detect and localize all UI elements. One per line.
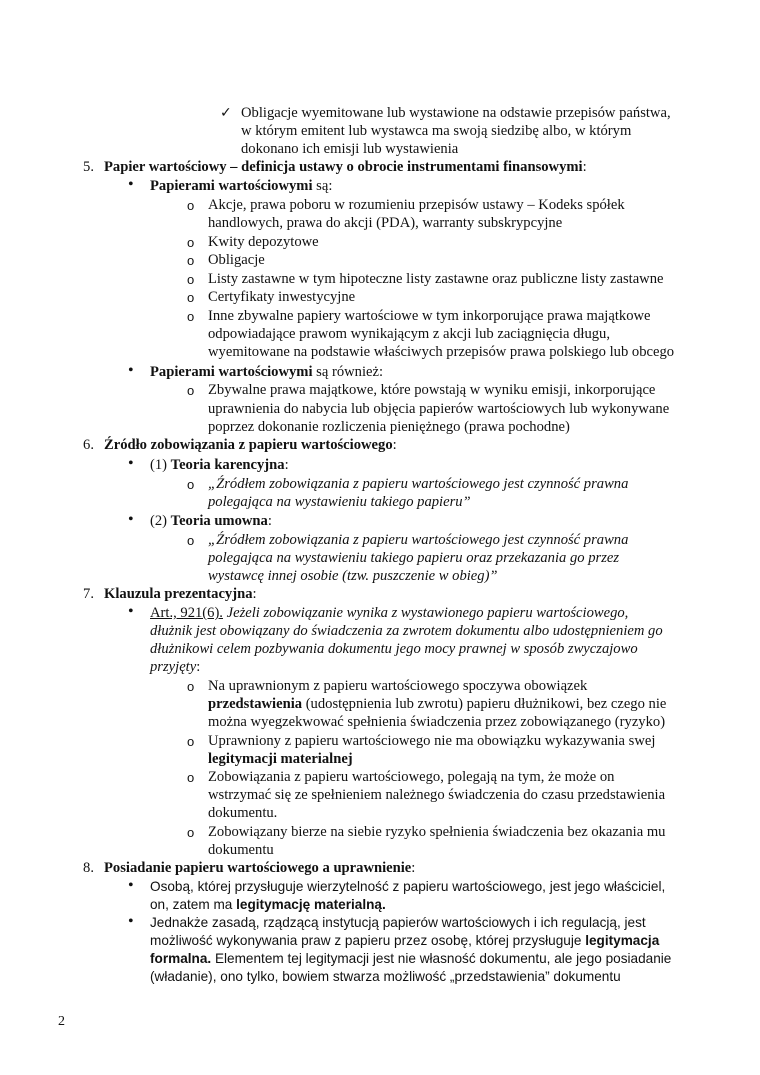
list-item: legitymacji materialnej: [208, 751, 353, 767]
page-number: 2: [58, 1014, 65, 1029]
section-number: 8.: [83, 860, 94, 876]
bullet-icon: •: [128, 603, 134, 620]
bullet-icon: •: [128, 176, 134, 193]
circle-bullet-icon: o: [187, 770, 195, 785]
article-quote-line: przyjęty:: [150, 659, 201, 675]
circle-bullet-icon: o: [187, 533, 195, 548]
bullet-icon: •: [128, 511, 134, 528]
list-item: można wyegzekwować spełnienia świadczenia przez zobowiązanego (ryzyko): [208, 714, 666, 730]
checklist-line: dokonano ich emisji lub wystawienia: [241, 141, 459, 157]
circle-bullet-icon: o: [187, 383, 195, 398]
list-item: Inne zbywalne papiery wartościowe w tym inkorporujące prawa majątkowe: [208, 308, 651, 324]
circle-bullet-icon: o: [187, 679, 195, 694]
quote-line: „Źródłem zobowiązania z papieru wartościowego jest czynność prawna: [208, 476, 629, 492]
list-item: dokumentu: [208, 842, 274, 858]
list-item: Zobowiązania z papieru wartościowego, polegają na tym, że może on: [208, 769, 615, 785]
quote-line: „Źródłem zobowiązania z papieru wartościowego jest czynność prawna: [208, 532, 629, 548]
list-item: wyemitowane na podstawie właściwych przepisów prawa polskiego lub obcego: [208, 344, 675, 360]
section-number: 5.: [83, 159, 94, 175]
bullet-text: Papierami wartościowymi są również:: [150, 364, 384, 380]
bullet-icon: •: [128, 362, 134, 379]
circle-bullet-icon: o: [187, 309, 195, 324]
paragraph-line: (władanie), ono tylko, bowiem stwarza możliwość „przedstawienia” dokumentu: [150, 969, 621, 984]
section-number: 7.: [83, 586, 94, 602]
list-item: handlowych, prawa do akcji (PDA), warranty subskrypcyjne: [208, 215, 563, 231]
list-item: Zobowiązany bierze na siebie ryzyko spełnienia świadczenia bez okazania mu: [208, 824, 666, 840]
paragraph-line: Jednakże zasadą, rządzącą instytucją papierów wartościowych i ich regulacją, jest: [150, 915, 646, 930]
section-heading: Źródło zobowiązania z papieru wartościowego:: [104, 437, 397, 453]
list-item: wstrzymać się ze spełnieniem należnego świadczenia do czasu przedstawienia: [208, 787, 666, 803]
list-item: Kwity depozytowe: [208, 234, 319, 250]
circle-bullet-icon: o: [187, 198, 195, 213]
list-item: Obligacje: [208, 252, 265, 268]
paragraph-line: on, zatem ma legitymację materialną.: [150, 897, 386, 912]
list-item: Certyfikaty inwestycyjne: [208, 289, 356, 305]
quote-line: polegająca na wystawieniu takiego papieru oraz przekazania go przez: [208, 550, 620, 566]
article-quote-line: dłużnik jest obowiązany do świadczenia za zwrotem dokumentu albo udostępnieniem go: [150, 623, 663, 639]
list-item: przedstawienia (udostępnienia lub zwrotu) papieru dłużnikowi, bez czego nie: [208, 696, 667, 712]
quote-line: wystawcę innej osobie (tzw. puszczenie w obieg)”: [208, 568, 498, 584]
bullet-text: (1) Teoria karencyjna:: [150, 457, 289, 473]
circle-bullet-icon: o: [187, 290, 195, 305]
list-item: Listy zastawne w tym hipoteczne listy zastawne oraz publiczne listy zastawne: [208, 271, 664, 287]
checklist-line: w którym emitent lub wystawca ma swoją siedzibę albo, w którym: [241, 123, 632, 139]
quote-line: polegająca na wystawieniu takiego papieru”: [208, 494, 471, 510]
bullet-icon: •: [128, 455, 134, 472]
list-item: Uprawniony z papieru wartościowego nie ma obowiązku wykazywania swej: [208, 733, 656, 749]
list-item: Zbywalne prawa majątkowe, które powstają w wyniku emisji, inkorporujące: [208, 382, 656, 398]
article-link[interactable]: Art., 921(6).: [150, 605, 223, 621]
circle-bullet-icon: o: [187, 272, 195, 287]
checkmark-icon: ✓: [220, 105, 232, 121]
checklist-line: Obligacje wyemitowane lub wystawione na odstawie przepisów państwa,: [241, 105, 671, 121]
list-item: Na uprawnionym z papieru wartościowego spoczywa obowiązek: [208, 678, 588, 694]
section-heading: Papier wartościowy – definicja ustawy o obrocie instrumentami finansowymi:: [104, 159, 587, 175]
bullet-text: (2) Teoria umowna:: [150, 513, 272, 529]
circle-bullet-icon: o: [187, 253, 195, 268]
circle-bullet-icon: o: [187, 825, 195, 840]
paragraph-line: Osobą, której przysługuje wierzytelność z papieru wartościowego, jest jego właściciel,: [150, 879, 666, 894]
circle-bullet-icon: o: [187, 477, 195, 492]
circle-bullet-icon: o: [187, 235, 195, 250]
section-heading: Posiadanie papieru wartościowego a uprawnienie:: [104, 860, 416, 876]
section-heading: Klauzula prezentacyjna:: [104, 586, 257, 602]
paragraph-line: możliwość wykonywania praw z papieru przez osobę, której przysługuje legitymacja: [150, 933, 660, 948]
bullet-icon: •: [128, 877, 134, 894]
list-item: poprzez dokonanie rozliczenia pieniężnego (prawa pochodne): [208, 419, 570, 435]
bullet-text: Papierami wartościowymi są:: [150, 178, 333, 194]
list-item: dokumentu.: [208, 805, 278, 821]
article-quote-line: dłużnikowi celem pozbywania dokumentu jego mocy prawnej w sposób zwyczajowo: [150, 641, 638, 657]
section-number: 6.: [83, 437, 94, 453]
list-item: uprawnienia do nabycia lub objęcia papierów wartościowych lub wykonywane: [208, 401, 670, 417]
list-item: Akcje, prawa poboru w rozumieniu przepisów ustawy – Kodeks spółek: [208, 197, 625, 213]
paragraph-line: formalna. Elementem tej legitymacji jest nie własność dokumentu, ale jego posiadanie: [150, 951, 672, 966]
article-quote-line: Art., 921(6). Jeżeli zobowiązanie wynika z wystawionego papieru wartościowego,: [150, 605, 629, 621]
circle-bullet-icon: o: [187, 734, 195, 749]
list-item: odpowiadające prawom wynikającym z akcji lub zaciągnięcia długu,: [208, 326, 610, 342]
bullet-icon: •: [128, 913, 134, 930]
